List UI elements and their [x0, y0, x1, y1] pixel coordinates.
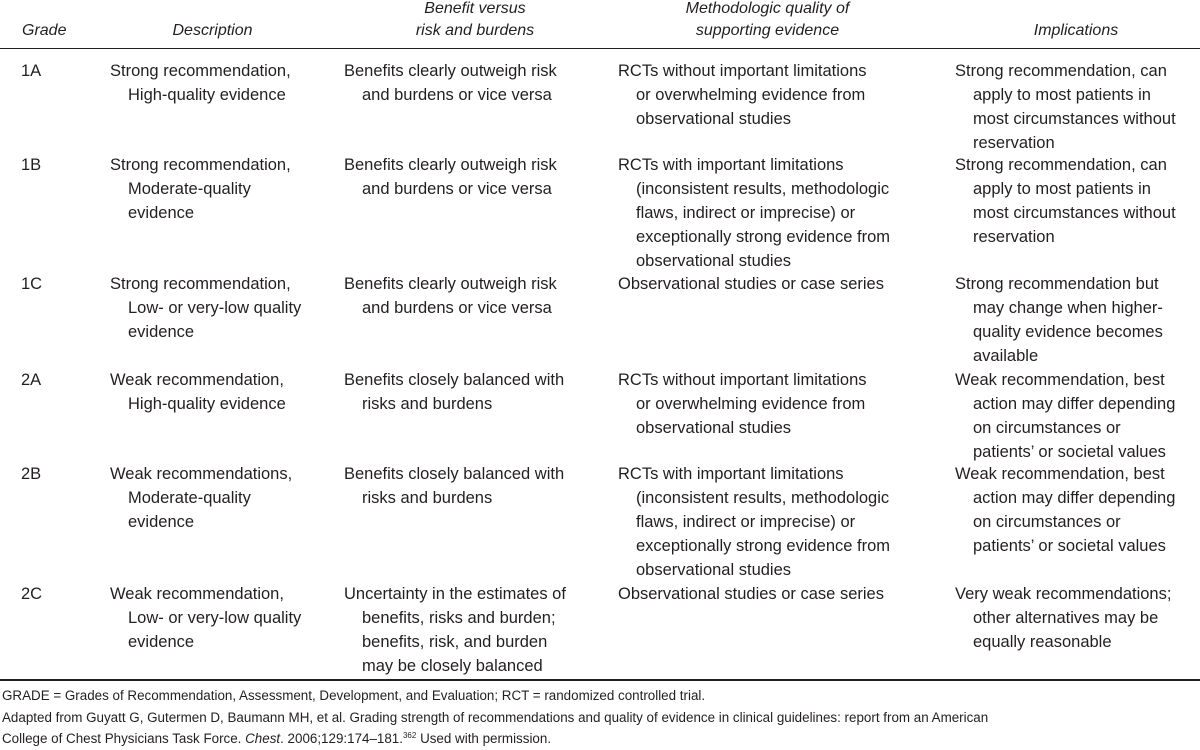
cell-implications: Weak recommendation, best action may differ depending on circumstances or patients’ or societal values	[955, 371, 1176, 461]
cell-grade: 2A	[21, 371, 42, 389]
cell-benefit: Benefits closely balanced with risks and burdens	[344, 465, 565, 507]
cell-grade: 1C	[21, 275, 43, 293]
cell-benefit: Benefits closely balanced with risks and burdens	[344, 371, 565, 413]
cell-grade: 1A	[21, 62, 42, 80]
cell-quality: Observational studies or case series	[618, 585, 884, 603]
cell-implications: Very weak recommendations; other alternatives may be equally reasonable	[955, 585, 1172, 651]
table-bottom-rule	[0, 679, 1200, 681]
journal-name: Chest	[245, 731, 281, 746]
cell-description: Weak recommendation, High-quality evidence	[110, 371, 286, 413]
cell-implications: Weak recommendation, best action may differ depending on circumstances or patients’ or societal values	[955, 465, 1176, 555]
cell-quality: RCTs without important limitations or overwhelming evidence from observational studies	[618, 371, 867, 437]
header-description: Description	[172, 22, 253, 39]
cell-benefit: Uncertainty in the estimates of benefits, risks and burden; benefits, risk, and burden may be closely balanced	[344, 585, 566, 675]
cell-quality: RCTs with important limitations (inconsistent results, methodologic flaws, indirect or imprecise) or exceptionally strong evidence from observational studies	[618, 156, 891, 270]
cell-benefit: Benefits clearly outweigh risk and burdens or vice versa	[344, 62, 557, 104]
cell-implications: Strong recommendation, can apply to most patients in most circumstances without reservation	[955, 156, 1176, 246]
footnote-abbreviations: GRADE = Grades of Recommendation, Assessment, Development, and Evaluation; RCT = randomized controlled trial.	[2, 688, 706, 703]
cell-description: Strong recommendation, High-quality evidence	[110, 62, 291, 104]
header-rule	[0, 48, 1200, 49]
cell-grade: 2C	[21, 585, 43, 603]
cell-description: Strong recommendation, Low- or very-low quality evidence	[110, 275, 302, 341]
header-quality: Methodologic quality of supporting evidence	[685, 0, 850, 39]
cell-grade: 1B	[21, 156, 42, 174]
reference-number: 362	[402, 731, 417, 740]
header-benefit: Benefit versus risk and burdens	[415, 0, 535, 39]
footnote-source: Adapted from Guyatt G, Gutermen D, Baumann MH, et al. Grading strength of recommendations and quality of evidence in clinical guidelines: report from an American College of Chest Physicians Task Force. Chest. 2006;129:174–181.$^{362}$ Used with permission.	[2, 710, 989, 746]
cell-grade: 2B	[21, 465, 42, 483]
cell-quality: RCTs without important limitations or overwhelming evidence from observational studies	[618, 62, 867, 128]
cell-implications: Strong recommendation, can apply to most patients in most circumstances without reservation	[955, 62, 1176, 152]
header-grade: Grade	[22, 22, 67, 39]
cell-description: Weak recommendations, Moderate-quality evidence	[110, 465, 293, 531]
cell-benefit: Benefits clearly outweigh risk and burdens or vice versa	[344, 156, 557, 198]
cell-implications: Strong recommendation but may change when higher- quality evidence becomes available	[955, 275, 1163, 365]
cell-description: Strong recommendation, Moderate-quality evidence	[110, 156, 291, 222]
header-implications: Implications	[1033, 22, 1119, 39]
cell-quality: RCTs with important limitations (inconsistent results, methodologic flaws, indirect or imprecise) or exceptionally strong evidence from observational studies	[618, 465, 891, 579]
cell-quality: Observational studies or case series	[618, 275, 884, 293]
cell-description: Weak recommendation, Low- or very-low quality evidence	[110, 585, 302, 651]
cell-benefit: Benefits clearly outweigh risk and burdens or vice versa	[344, 275, 557, 317]
